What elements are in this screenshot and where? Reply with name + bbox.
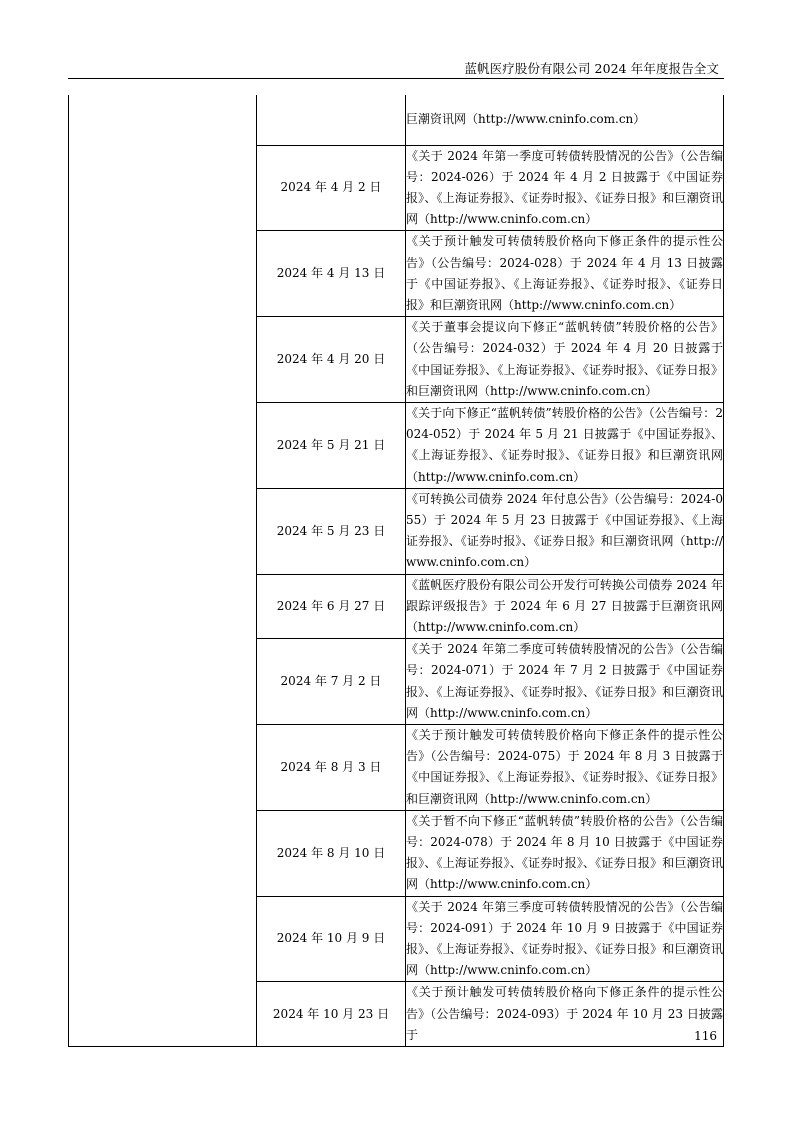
page-number: 116 xyxy=(694,1029,717,1043)
date-cell: 2024 年 4 月 13 日 xyxy=(257,231,406,317)
date-cell: 2024 年 5 月 23 日 xyxy=(257,488,406,574)
description-cell: 《关于董事会提议向下修正“蓝帆转债”转股价格的公告》（公告编号：2024-032）于 2024 年 4 月 20 日披露于《中国证券报》、《上海证券报》、《证券时报》、《证券日报》和巨潮资讯网（http://www.cninfo.com.cn） xyxy=(406,317,724,403)
date-cell: 2024 年 7 月 2 日 xyxy=(257,639,406,725)
header-divider xyxy=(68,78,724,79)
merged-category-cell xyxy=(69,95,257,1047)
date-cell: 2024 年 6 月 27 日 xyxy=(257,574,406,639)
description-cell: 《关于暂不向下修正“蓝帆转债”转股价格的公告》（公告编号：2024-078）于 2024 年 8 月 10 日披露于《中国证券报》、《上海证券报》、《证券时报》、《证券日报》和巨潮资讯网（http://www.cninfo.com.cn） xyxy=(406,810,724,896)
date-cell: 2024 年 10 月 23 日 xyxy=(257,982,406,1047)
description-cell: 《蓝帆医疗股份有限公司公开发行可转换公司债券 2024 年跟踪评级报告》于 2024 年 6 月 27 日披露于巨潮资讯网（http://www.cninfo.com.cn） xyxy=(406,574,724,639)
date-cell: 2024 年 10 月 9 日 xyxy=(257,896,406,982)
date-cell: 2024 年 4 月 20 日 xyxy=(257,317,406,403)
description-cell: 巨潮资讯网（http://www.cninfo.com.cn） xyxy=(406,95,724,145)
date-cell: 2024 年 5 月 21 日 xyxy=(257,402,406,488)
date-cell: 2024 年 4 月 2 日 xyxy=(257,145,406,231)
date-cell xyxy=(257,95,406,145)
date-cell: 2024 年 8 月 3 日 xyxy=(257,724,406,810)
description-cell: 《关于预计触发可转债转股价格向下修正条件的提示性公告》（公告编号：2024-093）于 2024 年 10 月 23 日披露于 xyxy=(406,982,724,1047)
table-row xyxy=(69,95,724,145)
description-cell: 《关于 2024 年第三季度可转债转股情况的公告》（公告编号：2024-091）于 2024 年 10 月 9 日披露于《中国证券报》、《上海证券报》、《证券时报》、《证券日报》和巨潮资讯网（http://www.cninfo.com.cn） xyxy=(406,896,724,982)
description-cell: 《关于 2024 年第二季度可转债转股情况的公告》（公告编号：2024-071）于 2024 年 7 月 2 日披露于《中国证券报》、《上海证券报》、《证券时报》、《证券日报》和巨潮资讯网（http://www.cninfo.com.cn） xyxy=(406,639,724,725)
disclosure-table xyxy=(68,95,724,1047)
description-cell: 《关于预计触发可转债转股价格向下修正条件的提示性公告》（公告编号：2024-075）于 2024 年 8 月 3 日披露于《中国证券报》、《上海证券报》、《证券时报》、《证券日报》和巨潮资讯网（http://www.cninfo.com.cn） xyxy=(406,724,724,810)
date-cell: 2024 年 8 月 10 日 xyxy=(257,810,406,896)
page-header-title: 蓝帆医疗股份有限公司 2024 年年度报告全文 xyxy=(464,61,719,76)
description-cell: 《关于 2024 年第一季度可转债转股情况的公告》（公告编号：2024-026）于 2024 年 4 月 2 日披露于《中国证券报》、《上海证券报》、《证券时报》、《证券日报》和巨潮资讯网（http://www.cninfo.com.cn） xyxy=(406,145,724,231)
description-cell: 《可转换公司债券 2024 年付息公告》（公告编号：2024-055）于 2024 年 5 月 23 日披露于《中国证券报》、《上海证券报》、《证券时报》、《证券日报》和巨潮资讯网（http://www.cninfo.com.cn） xyxy=(406,488,724,574)
description-cell: 《关于向下修正“蓝帆转债”转股价格的公告》（公告编号：2024-052）于 2024 年 5 月 21 日披露于《中国证券报》、《上海证券报》、《证券时报》、《证券日报》和巨潮资讯网（http://www.cninfo.com.cn） xyxy=(406,402,724,488)
description-cell: 《关于预计触发可转债转股价格向下修正条件的提示性公告》（公告编号：2024-028）于 2024 年 4 月 13 日披露于《中国证券报》、《上海证券报》、《证券时报》、《证券日报》和巨潮资讯网（http://www.cninfo.com.cn） xyxy=(406,231,724,317)
